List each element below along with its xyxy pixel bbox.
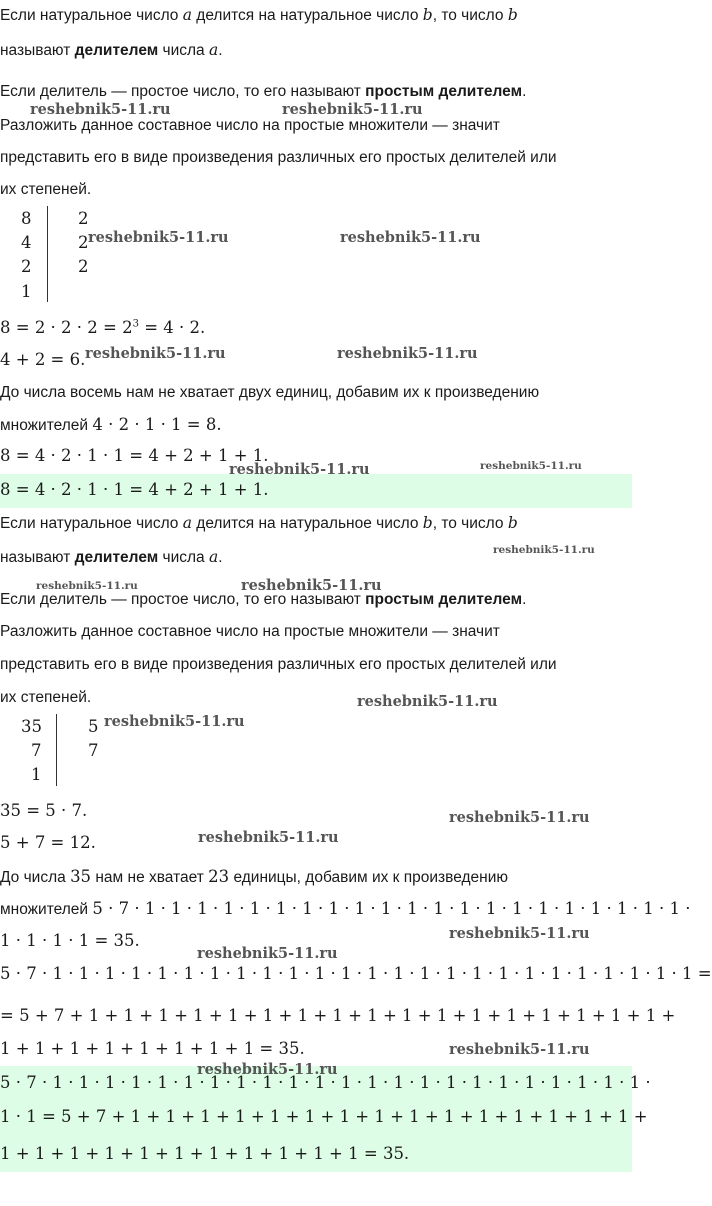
table-right-cell: 7 [88, 741, 99, 760]
watermark: reshebnik5-11.ru [357, 693, 498, 710]
divisor-definition-line-2: называют делителем числа a. [0, 548, 223, 566]
explanation-line-3: 1 · 1 · 1 · 1 = 35. [0, 931, 140, 950]
factorization-text-2: представить его в виде произведения различных его простых делителей или [0, 149, 557, 166]
watermark: reshebnik5-11.ru [282, 101, 423, 118]
watermark: reshebnik5-11.ru [197, 1061, 338, 1078]
watermark: reshebnik5-11.ru [229, 461, 370, 478]
answer-line-1: 5 · 7 · 1 · 1 · 1 · 1 · 1 · 1 · 1 · 1 · 1 · 1 · 1 · 1 · 1 · 1 · 1 · 1 · 1 · 1 · 1 · 1 · 1 · 1 · 1 · [0, 1073, 651, 1092]
watermark: reshebnik5-11.ru [85, 345, 226, 362]
table-left-cell: 7 [31, 741, 42, 760]
watermark: reshebnik5-11.ru [88, 229, 229, 246]
equation-sum-12: 5 + 7 = 12. [0, 833, 96, 852]
watermark: reshebnik5-11.ru [493, 544, 595, 556]
factorization-text-1: Разложить данное составное число на простые множители — значит [0, 117, 500, 134]
prime-divisor-definition: Если делитель — простое число, то его называют простым делителем. [0, 83, 527, 100]
answer-line-3: 1 + 1 + 1 + 1 + 1 + 1 + 1 + 1 + 1 + 1 + 1 = 35. [0, 1144, 410, 1163]
watermark: reshebnik5-11.ru [197, 945, 338, 962]
watermark: reshebnik5-11.ru [449, 809, 590, 826]
equation-sum-6: 4 + 2 = 6. [0, 350, 86, 369]
watermark: reshebnik5-11.ru [241, 577, 382, 594]
divisor-definition-line-1: Если натуральное число a делится на натуральное число b, то число b [0, 6, 518, 24]
table-right-cell: 2 [78, 233, 89, 252]
answer-text-1: 8 = 4 · 2 · 1 · 1 = 4 + 2 + 1 + 1. [0, 480, 269, 499]
prime-divisor-definition: Если делитель — простое число, то его называют простым делителем. [0, 591, 527, 608]
factorization-text-2: представить его в виде произведения различных его простых делителей или [0, 656, 557, 673]
watermark: reshebnik5-11.ru [30, 101, 171, 118]
watermark: reshebnik5-11.ru [337, 345, 478, 362]
answer-box-1 [0, 474, 632, 508]
table-left-cell: 1 [31, 765, 42, 784]
divisor-definition-line-1: Если натуральное число a делится на натуральное число b, то число b [0, 514, 518, 532]
table-divider [56, 714, 57, 786]
watermark: reshebnik5-11.ru [449, 925, 590, 942]
explanation-line-1: До числа восемь нам не хватает двух единиц, добавим их к произведению [0, 384, 540, 401]
table-left-cell: 2 [21, 257, 32, 276]
answer-box-2 [0, 1066, 651, 1172]
factorization-text-1: Разложить данное составное число на простые множители — значит [0, 623, 500, 640]
table-right-cell: 2 [78, 257, 89, 276]
table-right-cell: 2 [78, 209, 89, 228]
equation-8-result: 8 = 4 · 2 · 1 · 1 = 4 + 2 + 1 + 1. [0, 446, 269, 465]
watermark: reshebnik5-11.ru [449, 1041, 590, 1058]
explanation-line-2: множителей 4 · 2 · 1 · 1 = 8. [0, 415, 222, 434]
table-left-cell: 4 [21, 233, 32, 252]
watermark: reshebnik5-11.ru [480, 460, 582, 472]
table-right-cell: 5 [88, 717, 99, 736]
table-left-cell: 35 [21, 717, 42, 736]
explanation-line-2: множителей 5 · 7 · 1 · 1 · 1 · 1 · 1 · 1 · 1 · 1 · 1 · 1 · 1 · 1 · 1 · 1 · 1 · 1 · 1 · 1 · 1 · 1 · 1 · [0, 899, 691, 918]
watermark: reshebnik5-11.ru [340, 229, 481, 246]
watermark: reshebnik5-11.ru [198, 829, 339, 846]
equation-35-line-1: 5 · 7 · 1 · 1 · 1 · 1 · 1 · 1 · 1 · 1 · 1 · 1 · 1 · 1 · 1 · 1 · 1 · 1 · 1 · 1 · 1 · 1 · 1 · 1 · 1 · 1 · 1 = [0, 964, 712, 983]
factorization-text-3: их степеней. [0, 181, 92, 198]
equation-35-factorized: 35 = 5 · 7. [0, 801, 88, 820]
watermark: reshebnik5-11.ru [36, 580, 138, 592]
answer-line-2: 1 · 1 = 5 + 7 + 1 + 1 + 1 + 1 + 1 + 1 + 1 + 1 + 1 + 1 + 1 + 1 + 1 + 1 + 1 + [0, 1107, 648, 1126]
divisor-definition-line-2: называют делителем числа a. [0, 41, 223, 59]
equation-35-line-2: = 5 + 7 + 1 + 1 + 1 + 1 + 1 + 1 + 1 + 1 + 1 + 1 + 1 + 1 + 1 + 1 + 1 + 1 + 1 + [0, 1006, 676, 1025]
table-left-cell: 1 [21, 282, 32, 301]
equation-8-factorized: $8 = 2 \cdot 2 \cdot 2 = 2^3 = 4 \cdot 2$. [0, 318, 206, 337]
table-divider [47, 206, 48, 302]
equation-35-line-3: 1 + 1 + 1 + 1 + 1 + 1 + 1 + 1 = 35. [0, 1039, 305, 1058]
table-left-cell: 8 [21, 209, 32, 228]
factorization-text-3: их степеней. [0, 689, 92, 706]
watermark: reshebnik5-11.ru [104, 713, 245, 730]
explanation-line-1: До числа 35 нам не хватает 23 единицы, добавим их к произведению [0, 867, 509, 886]
